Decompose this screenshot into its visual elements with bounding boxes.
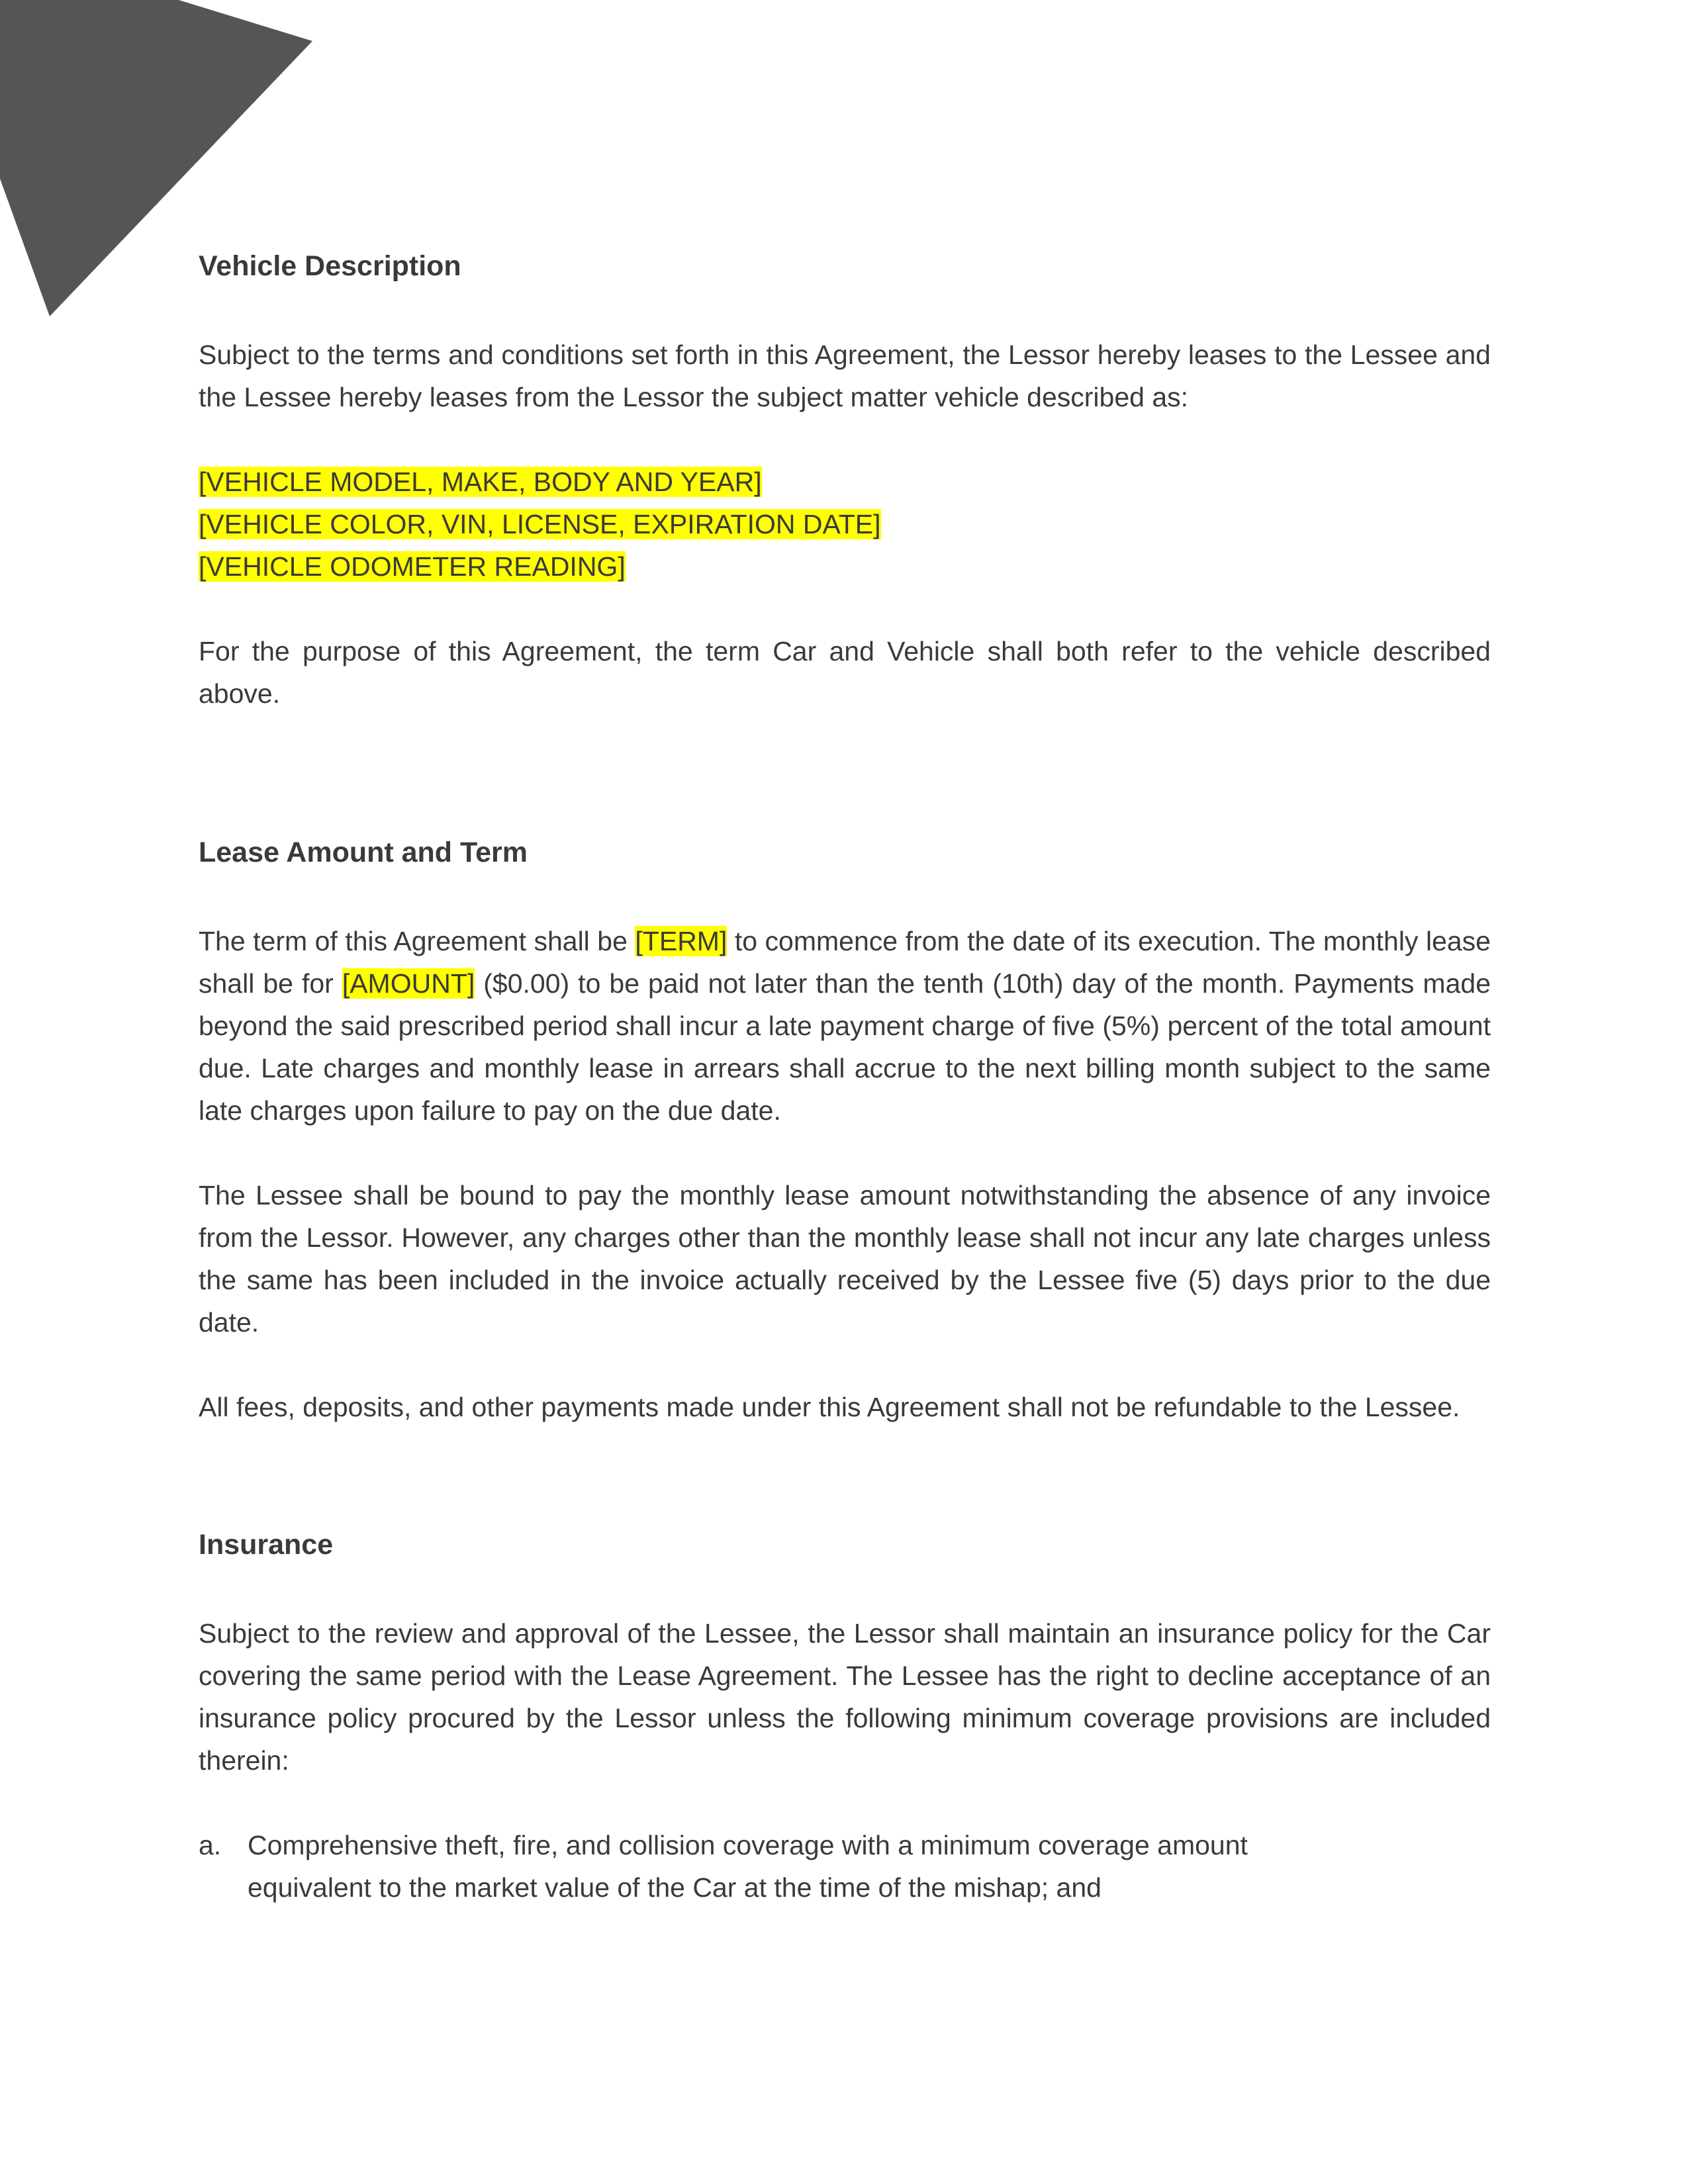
vehicle-definition-paragraph: For the purpose of this Agreement, the term Car and Vehicle shall both refer to the vehicle described above. [199, 636, 1491, 709]
vehicle-model-placeholder: [VEHICLE MODEL, MAKE, BODY AND YEAR] [199, 467, 762, 497]
list-item [199, 1824, 1491, 1909]
section-heading: Lease Amount and Term [199, 837, 528, 868]
term-placeholder: [TERM] [635, 926, 727, 956]
vehicle-intro-paragraph: Subject to the terms and conditions set forth in this Agreement, the Lessor hereby leases to the Lessee and the Lessee hereby leases from the Lessor the subject matter vehicle described as: [199, 340, 1491, 412]
vehicle-odometer-placeholder: [VEHICLE ODOMETER READING] [199, 551, 626, 582]
vehicle-color-vin-placeholder: [VEHICLE COLOR, VIN, LICENSE, EXPIRATION DATE] [199, 509, 881, 539]
non-refundable-paragraph: All fees, deposits, and other payments made under this Agreement shall not be refundable to the Lessee. [199, 1392, 1460, 1422]
list-marker: a. [199, 1830, 222, 1860]
vehicle-placeholder-list [199, 461, 1491, 588]
lease-term-paragraph: The term of this Agreement shall be [TERM] to commence from the date of its execution. The monthly lease shall be for [AMOUNT] ($0.00) to be paid not later than the tenth (10th) day of the month. Payments made beyond the said prescribed period shall incur a late payment charge of five (5%) percent of the total amount due. Late charges and monthly lease in arrears shall accrue to the next billing month subject to the same late charges upon failure to pay on the due date. [199, 926, 1491, 1126]
section-heading: Vehicle Description [199, 250, 461, 282]
invoice-paragraph: The Lessee shall be bound to pay the monthly lease amount notwithstanding the absence of any invoice from the Lessor. However, any charges other than the monthly lease shall not incur any late charges unless the same has been included in the invoice actually received by the Lessee five (5) days prior to the due date. [199, 1180, 1491, 1338]
insurance-intro-paragraph: Subject to the review and approval of the Lessee, the Lessor shall maintain an insurance policy for the Car covering the same period with the Lease Agreement. The Lessee has the right to decline acceptance of an insurance policy procured by the Lessor unless the following minimum coverage provisions are included therein: [199, 1618, 1491, 1776]
list-item-text: Comprehensive theft, fire, and collision coverage with a minimum coverage amount equivalent to the market value of the Car at the time of the mishap; and [248, 1830, 1248, 1903]
section-vehicle-description [199, 245, 1491, 715]
section-lease-amount-and-term [199, 831, 1491, 1428]
section-insurance [199, 1524, 1491, 1909]
amount-placeholder: [AMOUNT] [342, 968, 475, 999]
section-heading: Insurance [199, 1529, 334, 1561]
document-page [199, 245, 1491, 1909]
